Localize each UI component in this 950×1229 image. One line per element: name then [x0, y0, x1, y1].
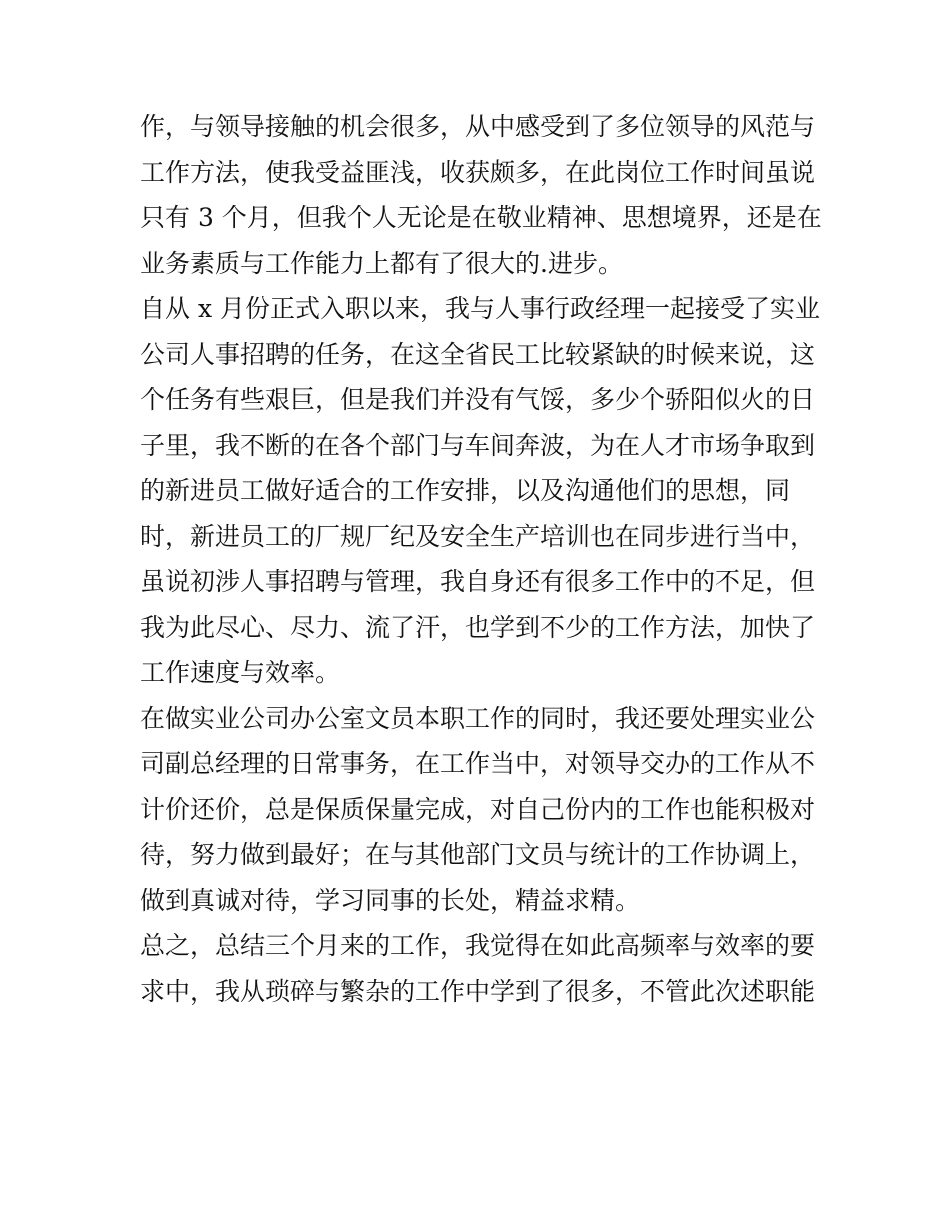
text-line: 计价还价，总是保质保量完成，对自己份内的工作也能积极对 — [140, 794, 816, 824]
text-line: 个任务有些艰巨，但是我们并没有气馁，多少个骄阳似火的日 — [140, 385, 816, 414]
text-line: 工作方法，使我受益匪浅，收获颇多，在此岗位工作时间虽说 — [140, 157, 816, 187]
text-line: 工作速度与效率。 — [140, 658, 341, 687]
text-line: 的新进员工做好适合的工作安排，以及沟通他们的思想，同 — [140, 476, 791, 505]
text-line: 子里，我不断的在各个部门与车间奔波，为在人才市场争取到 — [140, 430, 816, 460]
text-line: 公司人事招聘的任务，在这全省民工比较紧缺的时候来说，这 — [140, 339, 816, 369]
text-line: 待，努力做到最好；在与其他部门文员与统计的工作协调上， — [140, 840, 816, 869]
text-line: 虽说初涉人事招聘与管理，我自身还有很多工作中的不足，但 — [140, 567, 816, 596]
text-line: 业务素质与工作能力上都有了很大的.进步。 — [140, 248, 623, 278]
text-line: 时，新进员工的厂规厂纪及安全生产培训也在同步进行当中， — [140, 521, 816, 551]
text-line: 作，与领导接触的机会很多，从中感受到了多位领导的风范与 — [140, 112, 816, 141]
text-line: 我为此尽心、尽力、流了汗，也学到不少的工作方法，加快了 — [140, 612, 816, 642]
text-line: 自从 x 月份正式入职以来，我与人事行政经理一起接受了实业 — [140, 294, 820, 323]
document-body — [140, 104, 820, 1014]
text-line: 在做实业公司办公室文员本职工作的同时，我还要处理实业公 — [140, 703, 816, 733]
text-line: 求中，我从琐碎与繁杂的工作中学到了很多，不管此次述职能 — [140, 976, 816, 1006]
text-line: 司副总经理的日常事务，在工作当中，对领导交办的工作从不 — [140, 749, 816, 778]
text-line: 只有 3 个月，但我个人无论是在敬业精神、思想境界，还是在 — [140, 203, 822, 232]
text-line: 做到真诚对待，学习同事的长处，精益求精。 — [140, 885, 641, 915]
text-line: 总之，总结三个月来的工作，我觉得在如此高频率与效率的要 — [140, 931, 816, 960]
